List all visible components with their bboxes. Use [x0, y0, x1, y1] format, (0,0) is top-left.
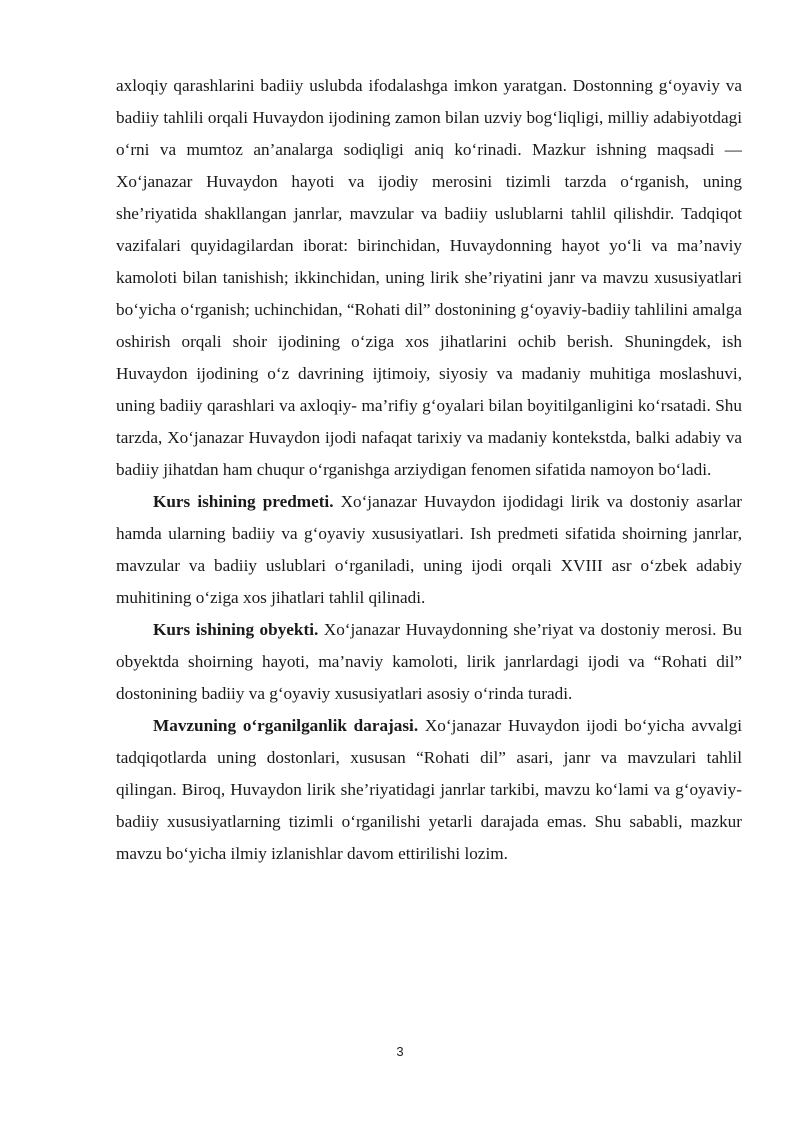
paragraph-object: [116, 614, 742, 710]
paragraph-text: Xo‘janazar Huvaydon ijodi bo‘yicha avvalgi tadqiqotlarda uning dostonlari, xususan “Rohati dil” asari, janr va mavzulari tahlil qilingan. Biroq, Huvaydon lirik she’riyatidagi janrlar tarkibi, mavzu ko‘lami va g‘oyaviy-badiiy xususiyatlarning tizimli o‘rganilishi yetarli darajada emas. Shu sababli, mazkur mavzu bo‘yicha ilmiy izlanishlar davom ettirilishi lozim.: [116, 716, 742, 863]
page-number: 3: [396, 1044, 404, 1059]
paragraph-text: axloqiy qarashlarini badiiy uslubda ifodalashga imkon yaratgan. Dostonning g‘oyaviy va badiiy tahlili orqali Huvaydon ijodining zamon bilan uzviy bog‘liqligi, milliy adabiyotdagi o‘rni va mumtoz an’analarga sodiqligi aniq ko‘rinadi. Mazkur ishning maqsadi — Xo‘janazar Huvaydon hayoti va ijodiy merosini tizimli tarzda o‘rganish, uning she’riyatida shakllangan janrlar, mavzular va badiiy uslublarni tahlil qilishdir. Tadqiqot vazifalari quyidagilardan iborat: birinchidan, Huvaydonning hayot yo‘li va ma’naviy kamoloti bilan tanishish; ikkinchidan, uning lirik she’riyatini janr va mavzu xususiyatlari bo‘yicha o‘rganish; uchinchidan, “Rohati dil” dostonining g‘oyaviy-badiiy tahlilini amalga oshirish orqali shoir ijodining o‘ziga xos jihatlarini ochib berish. Shuningdek, ish Huvaydon ijodining o‘z davrining ijtimoiy, siyosiy va madaniy muhitiga moslashuvi, uning badiiy qarashlari va axloqiy- ma’rifiy g‘oyalari bilan boyitilganligini ko‘rsatadi. Shu tarzda, Xo‘janazar Huvaydon ijodi nafaqat tarixiy va madaniy kontekstda, balki adabiy va badiiy jihatdan ham chuqur o‘rganishga arziydigan fenomen sifatida namoyon bo‘ladi.: [116, 76, 742, 479]
paragraph-study-level: [116, 710, 742, 870]
paragraph-heading: Mavzuning o‘rganilganlik darajasi.: [153, 716, 419, 735]
page-body: [116, 70, 742, 870]
paragraph-heading: Kurs ishining predmeti.: [153, 492, 334, 511]
paragraph-text: Xo‘janazar Huvaydonning she’riyat va dostoniy merosi. Bu obyektda shoirning hayoti, ma’naviy kamoloti, lirik janrlardagi ijodi va “Rohati dil” dostonining badiiy va g‘oyaviy xususiyatlari asosiy o‘rinda turadi.: [116, 620, 742, 703]
paragraph-heading: Kurs ishining obyekti.: [153, 620, 319, 639]
paragraph-continuation: [116, 70, 742, 486]
paragraph-subject: [116, 486, 742, 614]
paragraph-text: Xo‘janazar Huvaydon ijodidagi lirik va dostoniy asarlar hamda ularning badiiy va g‘oyaviy xususiyatlari. Ish predmeti sifatida shoirning janrlar, mavzular va badiiy uslublari o‘rganiladi, uning ijodi orqali XVIII asr o‘zbek adabiy muhitining o‘ziga xos jihatlari tahlil qilinadi.: [116, 492, 742, 607]
